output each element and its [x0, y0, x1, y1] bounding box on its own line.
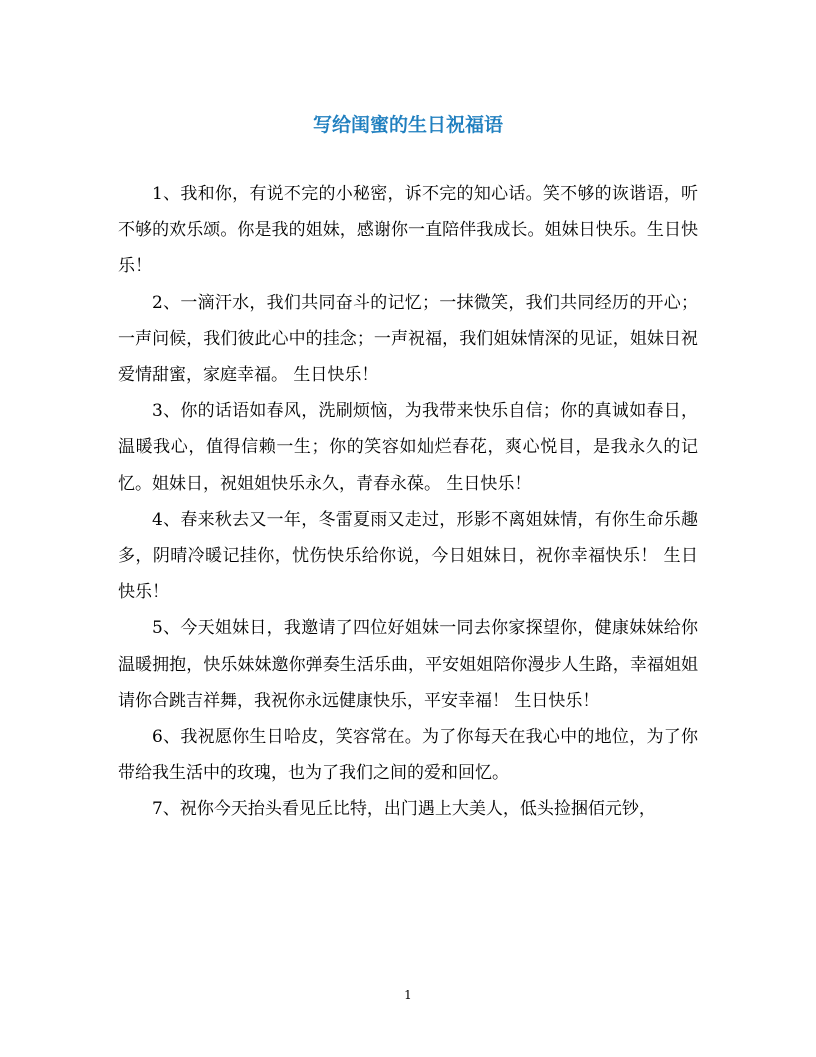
paragraph-2: 2、一滴汗水，我们共同奋斗的记忆；一抹微笑，我们共同经历的开心；一声问候，我们彼此心中的挂念；一声祝福，我们姐妹情深的见证，姐妹日祝爱情甜蜜，家庭幸福。 生日快乐！ — [118, 292, 698, 386]
page-number: 1 — [404, 988, 412, 1002]
paragraph-3: 3、你的话语如春风，洗刷烦恼，为我带来快乐自信；你的真诚如春日，温暖我心，值得信赖一生；你的笑容如灿烂春花，爽心悦目，是我永久的记忆。姐妹日，祝姐姐快乐永久，青春永葆。 生日快乐！ — [118, 401, 698, 494]
paragraph-5: 5、今天姐妹日，我邀请了四位好姐妹一同去你家探望你，健康妹妹给你温暖拥抱，快乐妹妹邀你弹奏生活乐曲，平安姐姐陪你漫步人生路，幸福姐姐请你合跳吉祥舞，我祝你永远健康快乐，平安幸福！ 生日快乐！ — [118, 618, 698, 711]
paragraph-1: 1、我和你，有说不完的小秘密，诉不完的知心话。笑不够的诙谐语，听不够的欢乐颂。你是我的姐妹，感谢你一直陪伴我成长。姐妹日快乐。生日快乐！ — [118, 184, 698, 277]
paragraph-7: 7、祝你今天抬头看见丘比特，出门遇上大美人，低头捡捆佰元钞， — [152, 799, 656, 820]
document-title: 写给闺蜜的生日祝福语 — [312, 114, 503, 136]
paragraph-4: 4、春来秋去又一年，冬雷夏雨又走过，形影不离姐妹情，有你生命乐趣多，阴晴冷暖记挂你，忧伤快乐给你说，今日姐妹日，祝你幸福快乐！ 生日快乐！ — [118, 509, 698, 603]
paragraph-6: 6、我祝愿你生日哈皮，笑容常在。为了你每天在我心中的地位，为了你带给我生活中的玫瑰，也为了我们之间的爱和回忆。 — [118, 727, 698, 784]
document-body — [118, 176, 698, 828]
